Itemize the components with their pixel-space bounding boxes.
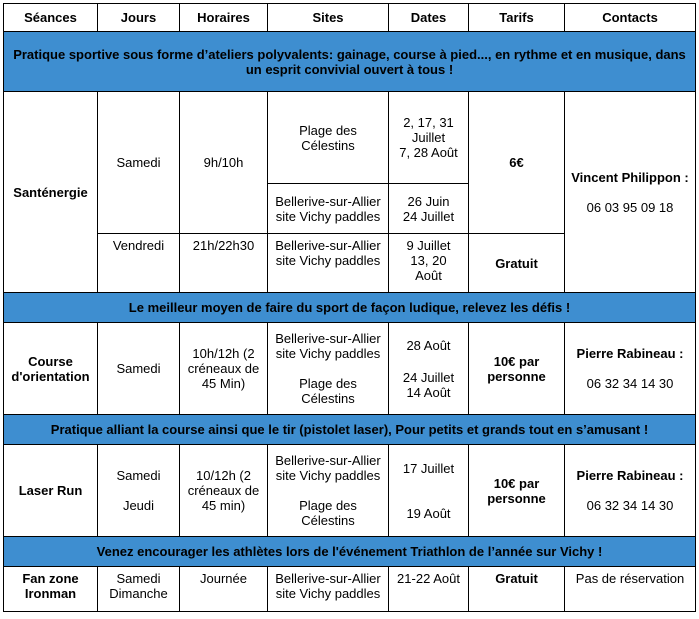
header-seances: Séances xyxy=(4,4,98,32)
band-fanzone-text: Venez encourager les athlètes lors de l'événement Triathlon de l’année sur Vichy ! xyxy=(4,537,696,567)
table-row xyxy=(4,445,696,537)
jour-line: Jeudi xyxy=(122,498,155,513)
seance-fanzone: Fan zone Ironman xyxy=(4,567,98,612)
date-line: 17 Juillet xyxy=(402,460,455,476)
site-line: Plage des Célestins xyxy=(299,376,357,406)
site-cell: Plage des Célestins xyxy=(268,92,389,184)
tarif-cell: 10€ par personne xyxy=(469,323,565,415)
seance-laser: Laser Run xyxy=(4,445,98,537)
tarif-cell: Gratuit xyxy=(469,234,565,293)
dates-cell xyxy=(389,184,469,234)
schedule-table xyxy=(3,3,696,612)
header-dates: Dates xyxy=(389,4,469,32)
date-line: Août xyxy=(415,268,442,283)
jour-cell: Samedi xyxy=(98,92,180,234)
jour-line: Dimanche xyxy=(109,586,168,601)
site-line: Bellerive-sur-Allier site Vichy paddles xyxy=(275,331,381,361)
contact-cell: Pas de réservation xyxy=(565,567,696,612)
date-line: 7, 28 Août xyxy=(399,145,458,160)
date-line: 24 Juillet xyxy=(402,208,455,224)
date-line: 28 Août xyxy=(406,337,451,353)
contact-cell xyxy=(565,323,696,415)
horaire-cell: 10h/12h (2 créneaux de 45 Min) xyxy=(180,323,268,415)
band-laser xyxy=(4,415,696,445)
site-line: Plage des Célestins xyxy=(299,498,357,528)
contact-cell xyxy=(565,445,696,537)
contact-name: Pierre Rabineau : xyxy=(576,346,684,361)
contact-name: Pierre Rabineau : xyxy=(576,468,684,483)
contact-cell xyxy=(565,92,696,293)
jour-cell xyxy=(98,567,180,612)
site-line: Bellerive-sur-Allier site Vichy paddles xyxy=(275,453,381,483)
header-row xyxy=(4,4,696,32)
site-cell: Bellerive-sur-Allier site Vichy paddles xyxy=(268,567,389,612)
tarif-cell: 10€ par personne xyxy=(469,445,565,537)
site-cell xyxy=(268,445,389,537)
dates-cell xyxy=(389,92,469,184)
header-contacts: Contacts xyxy=(565,4,696,32)
horaire-cell: Journée xyxy=(180,567,268,612)
table-row xyxy=(4,323,696,415)
dates-cell xyxy=(389,234,469,293)
band-orientation xyxy=(4,293,696,323)
table-row xyxy=(4,92,696,184)
dates-cell xyxy=(389,445,469,537)
site-cell: Bellerive-sur-Allier site Vichy paddles xyxy=(268,234,389,293)
contact-phone: 06 32 34 14 30 xyxy=(586,376,674,391)
table-row xyxy=(4,567,696,612)
date-line: 19 Août xyxy=(406,505,451,521)
jour-line: Samedi xyxy=(116,468,161,483)
date-line: 24 Juillet xyxy=(402,369,455,385)
contact-name: Vincent Philippon : xyxy=(571,169,689,185)
band-orientation-text: Le meilleur moyen de faire du sport de façon ludique, relevez les défis ! xyxy=(4,293,696,323)
header-horaires: Horaires xyxy=(180,4,268,32)
band-laser-text: Pratique alliant la course ainsi que le tir (pistolet laser), Pour petits et grands tout en s’amusant ! xyxy=(4,415,696,445)
header-sites: Sites xyxy=(268,4,389,32)
date-line: 14 Août xyxy=(406,384,451,400)
jour-cell: Samedi xyxy=(98,323,180,415)
horaire-cell: 21h/22h30 xyxy=(180,234,268,293)
jour-cell xyxy=(98,445,180,537)
header-tarifs: Tarifs xyxy=(469,4,565,32)
dates-cell: 21-22 Août xyxy=(389,567,469,612)
date-line: Juillet xyxy=(411,130,446,145)
site-cell: Bellerive-sur-Allier site Vichy paddles xyxy=(268,184,389,234)
header-jours: Jours xyxy=(98,4,180,32)
tarif-cell: Gratuit xyxy=(469,567,565,612)
seance-santenergie: Santénergie xyxy=(4,92,98,293)
jour-cell: Vendredi xyxy=(98,234,180,293)
band-santenergie-text: Pratique sportive sous forme d’ateliers polyvalents: gainage, course à pied..., en rythme et en musique, dans un esprit convivial ouvert à tous ! xyxy=(4,32,696,92)
dates-cell xyxy=(389,323,469,415)
contact-phone: 06 03 95 09 18 xyxy=(586,199,674,215)
date-line: 26 Juin xyxy=(407,193,450,209)
tarif-cell: 6€ xyxy=(469,92,565,234)
jour-line: Samedi xyxy=(116,571,161,586)
band-santenergie xyxy=(4,32,696,92)
seance-orientation: Course d'orientation xyxy=(4,323,98,415)
date-line: 9 Juillet xyxy=(406,238,451,253)
date-line: 13, 20 xyxy=(410,253,447,268)
contact-phone: 06 32 34 14 30 xyxy=(586,498,674,513)
date-line: 2, 17, 31 xyxy=(403,115,454,130)
band-fanzone xyxy=(4,537,696,567)
site-cell xyxy=(268,323,389,415)
horaire-cell: 10/12h (2 créneaux de 45 min) xyxy=(180,445,268,537)
horaire-cell: 9h/10h xyxy=(180,92,268,234)
